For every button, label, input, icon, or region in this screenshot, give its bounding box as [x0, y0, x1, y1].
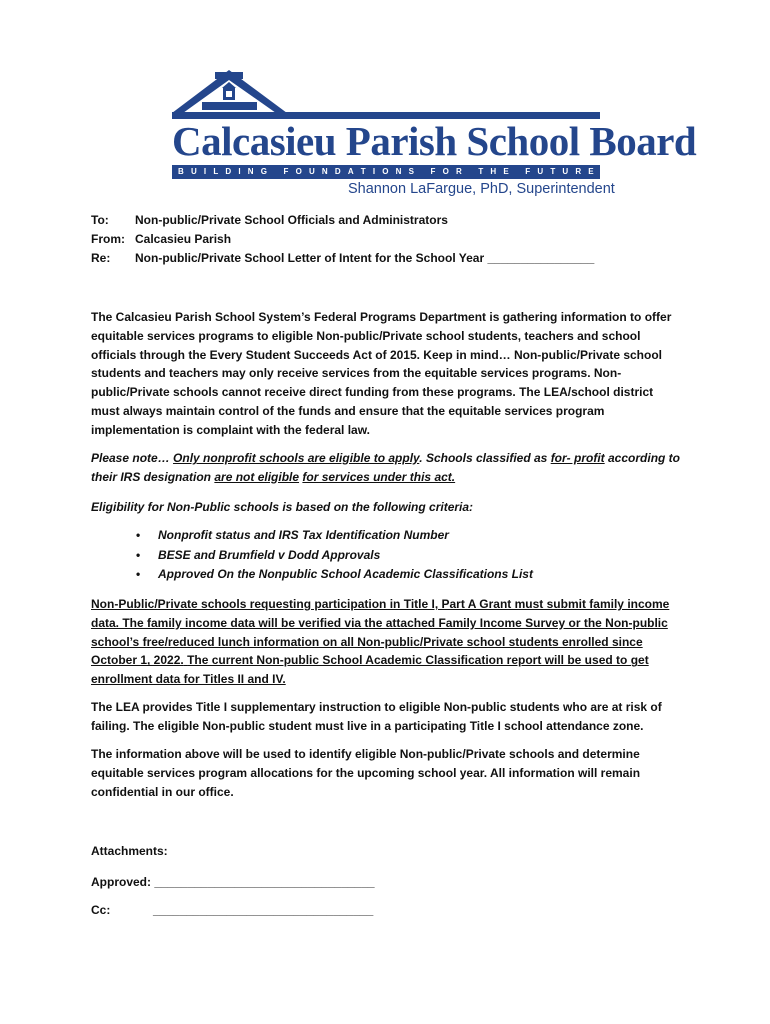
tagline-letter: F: [283, 167, 289, 176]
tagline-letter: L: [213, 167, 219, 176]
re-label: Re:: [91, 251, 111, 265]
tagline-letter: I: [372, 167, 376, 176]
tagline-letter: H: [490, 167, 497, 176]
from-label: From:: [91, 232, 125, 246]
to-label: To:: [91, 213, 109, 227]
tagline-letter: N: [395, 167, 402, 176]
tagline-letter: B: [178, 167, 184, 176]
tagline-letter: T: [550, 167, 556, 176]
note-middle: . Schools classified as: [419, 451, 551, 465]
title-one-paragraph: [91, 595, 681, 689]
cc-blank: _________________________________: [153, 903, 374, 917]
note-not-eligible: are not eligible: [214, 469, 300, 484]
to-value: Non-public/Private School Officials and Administrators: [135, 213, 448, 227]
list-item: • Approved On the Nonpublic School Academic Classifications List: [136, 565, 636, 585]
closing-paragraph: The information above will be used to identify eligible Non-public/Private schools and determine equitable services program allocations for the upcoming school year. All information will remain confidential in our office.: [91, 747, 641, 799]
note-paragraph: [91, 449, 681, 487]
tagline-letter: R: [456, 167, 462, 176]
tagline-letter: [421, 165, 423, 179]
tagline-letter: U: [537, 167, 544, 176]
title-one-text: Non-Public/Private schools requesting participation in Title I, Part A Grant must submit family income data. The family income data will be verified via the attached Family Income Survey or the Non-public school’s free/reduced lunch information on all Non-public/Private school students enrolled since October 1, 2022.: [91, 597, 670, 668]
tagline-letter: N: [321, 167, 328, 176]
note-designation: according to their IRS designation: [91, 451, 681, 484]
intro-paragraph: The Calcasieu Parish School System’s Federal Programs Department is gathering information to offer equitable services programs to eligible Non-public/Private school students, teachers and school officials through the Every Student Succeeds Act of 2015. Keep in mind… Non-public/Private school students and teachers may only receive services from the equitable services programs. Non-public/Private schools cannot receive direct funding from these programs. The LEA/school district must always maintain control of the funds and ensure that the equitable services program implementation is complaint with the federal law.: [91, 310, 672, 437]
tagline-letter: U: [562, 167, 569, 176]
superintendent-name: Shannon LaFargue, PhD, Superintendent: [348, 181, 615, 197]
tagline-letter: D: [225, 167, 232, 176]
from-value: Calcasieu Parish: [135, 232, 232, 246]
note-lead: Please note…: [91, 451, 174, 465]
to-line: [91, 212, 448, 228]
list-item: • BESE and Brumfield v Dodd Approvals: [136, 546, 636, 566]
tagline-letter: O: [382, 167, 389, 176]
tagline-letter: [516, 165, 518, 179]
eligibility-heading: Eligibility for Non-Public schools is based on the following criteria:: [91, 500, 474, 514]
organization-name: Calcasieu Parish School Board: [172, 118, 697, 164]
approved-line: Approved: _________________________________: [91, 875, 375, 889]
tagline-letter: E: [588, 167, 594, 176]
tagline-letter: D: [334, 167, 341, 176]
tagline-letter: R: [575, 167, 582, 176]
tagline-letter: T: [478, 167, 484, 176]
attachments-label: Attachments:: [91, 844, 168, 858]
note-for-profit: for- profit: [550, 451, 605, 465]
tagline-letter: [274, 165, 276, 179]
schoolhouse-logo-icon: [172, 66, 287, 116]
title-one-classification: The current Non-public School Academic Classification report will be used to get enrollment data for Titles II and IV.: [91, 653, 649, 687]
tagline-letter: T: [360, 167, 366, 176]
cc-label: Cc:: [91, 903, 111, 917]
re-value: Non-public/Private School Letter of Intent for the School Year ________________: [135, 251, 595, 265]
tagline-letter: O: [442, 167, 449, 176]
tagline-letter: U: [190, 167, 197, 176]
tagline-letter: I: [238, 167, 241, 176]
logo-tagline-band: [172, 165, 600, 179]
re-line: [91, 250, 594, 266]
note-eligible: Only nonprofit schools are eligible to apply: [173, 451, 420, 465]
tagline-letter: G: [260, 167, 267, 176]
cc-line: [91, 902, 373, 918]
note-services: for services under this act.: [302, 469, 456, 484]
tagline-letter: [469, 165, 471, 179]
tagline-letter: E: [503, 167, 509, 176]
tagline-letter: F: [430, 167, 436, 176]
tagline-letter: U: [308, 167, 315, 176]
lea-paragraph: The LEA provides Title I supplementary instruction to eligible Non-public students who are at risk of failing. The eligible Non-public student must live in a participating Title I school attendance zone.: [91, 700, 662, 733]
tagline-letter: A: [347, 167, 354, 176]
tagline-letter: N: [247, 167, 254, 176]
criteria-list: [136, 526, 636, 585]
tagline-letter: S: [408, 167, 414, 176]
tagline-letter: I: [203, 167, 207, 176]
tagline-letter: O: [295, 167, 302, 176]
tagline-letter: F: [525, 167, 531, 176]
from-line: [91, 231, 231, 247]
list-item: • Nonprofit status and IRS Tax Identification Number: [136, 526, 636, 546]
